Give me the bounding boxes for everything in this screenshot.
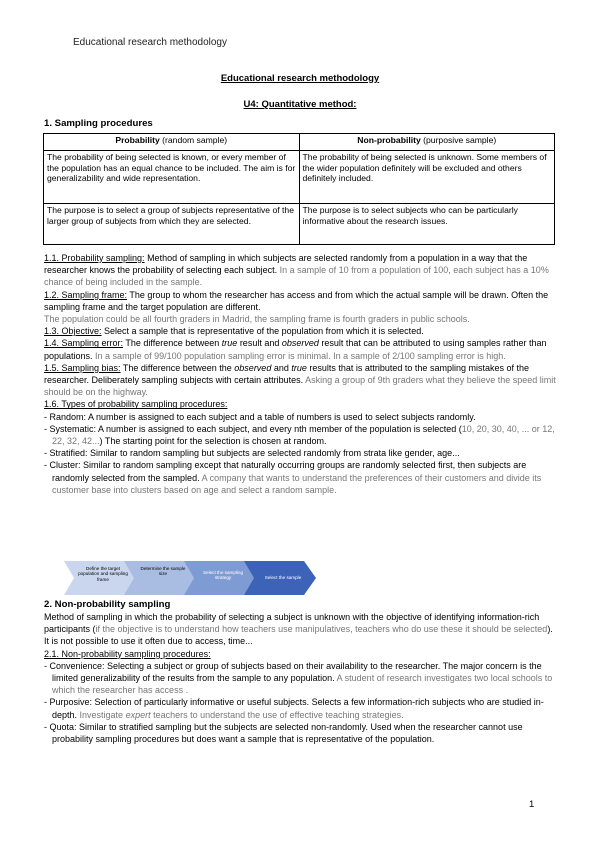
flow-step-define: Define the target population and sampling frame [64,561,136,595]
non-probability-block [44,611,556,745]
non-probability-intro: Method of sampling in which the probability of selecting a subject is unknown with the objective of identifying information-rich participants (if the objective is to understand how teachers use manipulatives, teachers who do use these it should be selected). It is not possible to use it often due to access, time... [44,612,553,647]
sampling-comparison-table [43,133,555,245]
type-quota: - Quota: Similar to stratified sampling but the subjects are selected non-randomly. Used when the researcher cannot use probability sampling procedures but does want a sample that is representative of the population. [44,721,523,745]
example-sampling-frame: The population could be all fourth graders in Madrid, the sampling frame is fourth graders in public schools. [44,314,470,325]
table-row [44,204,555,245]
header-probability: Probability (random sample) [44,134,300,151]
type-random: - Random: A number is assigned to each subject and a table of numbers is used to select subjects randomly. [44,411,476,422]
flow-step-select: Select the sample [244,561,316,595]
types-heading: 1.6. Types of probability sampling procedures: [44,399,228,410]
table-cell: The probability of being selected is unknown. Some members of the wider population definitely will be excluded and others definitely included. [299,151,555,204]
section-2-heading: 2. Non-probability sampling [44,599,171,610]
type-systematic: - Systematic: A number is assigned to each subject, and every nth member of the population is selected (10, 20, 30, 40, ... or 12, 22, 32, 42...) The starting point for the selection is chosen at random. [44,423,555,447]
header-non-probability: Non-probability (purposive sample) [299,134,555,151]
non-probability-procedures-heading: 2.1. Non-probability sampling procedures: [44,648,211,659]
table-cell: The purpose is to select a group of subjects representative of the larger group of subjects from which they are selected. [44,204,300,245]
section-1-heading: 1. Sampling procedures [44,118,153,129]
page-number: 1 [529,799,535,810]
document-title: Educational research methodology [220,73,380,84]
definition-probability-sampling: 1.1. Probability sampling: Method of sampling in which subjects are selected randomly from a population in a way that the researcher knows the probability of selecting each subject. In a sample of 10 from a population of 100, each subject has a 10% chance of being included in the sample. [44,253,549,288]
definition-sampling-frame: 1.2. Sampling frame: The group to whom the researcher has access and from which the actual sample will be drawn. Often the sampling frame and the target population are different. [44,289,549,312]
definition-sampling-bias: 1.5. Sampling bias: The difference between the observed and true results that is attributed to the sampling mistakes of the researcher. Deliberately sampling subjects with certain attributes. Asking a group of 9th graders what they believe the speed limit should be on the highway. [44,362,556,398]
definition-sampling-error: 1.4. Sampling error: The difference between true result and observed result that can be attributed to using samples rather than populations. In a sample of 99/100 population sampling error is minimal. In a sample of 2/100 sampling error is high. [44,338,547,361]
document-subtitle: U4: Quantitative method: [243,99,357,110]
table-header-row [44,134,555,151]
type-convenience: - Convenience: Selecting a subject or group of subjects based on their availability to the researcher. The major concern is the limited generalizability of the results from the sample to any population. A student of research investigates two local schools to which the researcher has access . [44,660,553,696]
type-purposive: - Purposive: Selection of particularly informative or useful subjects. Selects a few information-rich subjects who are studied in-depth. Investigate expert teachers to understand the use of effective teaching strategies. [44,697,544,720]
type-stratified: - Stratified: Similar to random sampling but subjects are selected randomly from strata like gender, age... [44,448,460,459]
running-header: Educational research methodology [73,37,227,48]
table-cell: The purpose is to select subjects who can be particularly informative about the research issues. [299,204,555,245]
definitions-block [44,252,556,496]
table-row [44,151,555,204]
type-cluster: - Cluster: Similar to random sampling except that naturally occurring groups are randomly selected first, then subjects are randomly selected from the sampled. A company that wants to understand the preferences of their customers and divide its customer base into clusters based on age and select a random sample. [44,460,542,495]
flow-step-strategy: Select the sampling strategy [184,561,256,595]
table-cell: The probability of being selected is known, or every member of the population has an equal chance to be included. The aim is for generalizability and wide representation. [44,151,300,204]
flow-step-size: Determine the sample size [124,561,196,595]
definition-objective: 1.3. Objective: Select a sample that is representative of the population from which it is selected. [44,326,424,337]
